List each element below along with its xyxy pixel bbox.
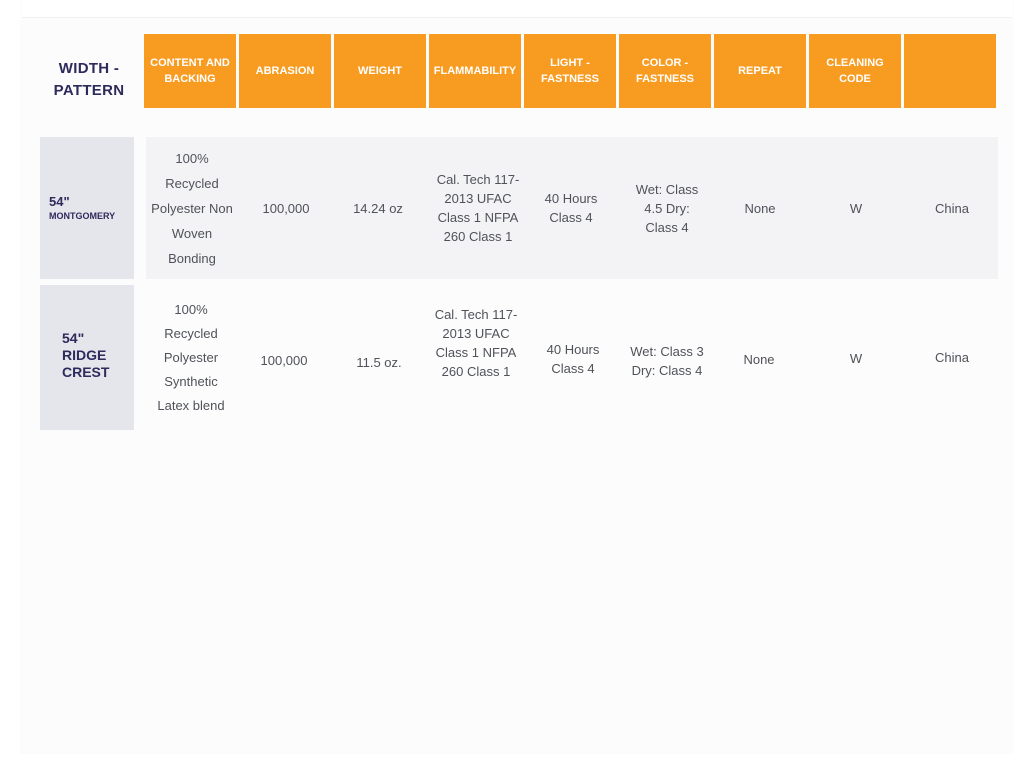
cell-text: 40 Hours Class 4	[546, 342, 600, 376]
cell-cleaning-code: W	[849, 350, 863, 366]
cell-abrasion: 100,000	[260, 352, 308, 368]
cell-repeat: None	[744, 200, 776, 216]
top-bar	[22, 0, 1012, 18]
cell-weight: 11.5 oz.	[356, 355, 402, 370]
cell-flammability	[430, 285, 522, 401]
cell-origin: China	[935, 349, 969, 365]
row-name-cell	[40, 285, 134, 430]
cell-repeat: None	[743, 351, 775, 367]
row-pattern: RIDGE CREST	[62, 347, 110, 380]
cell-colorfastness	[622, 137, 712, 279]
row-width: 54"	[62, 330, 85, 346]
cell-text: 40 Hours Class 4	[544, 191, 598, 225]
cell-abrasion: 100,000	[262, 200, 310, 216]
cell-lightfastness	[528, 285, 618, 433]
col-header-flammability: FLAMMABILITY	[429, 34, 521, 108]
row-header-label: WIDTH -PATTERN	[53, 60, 125, 99]
cell-cleaning-code: W	[849, 200, 863, 216]
cell-text: Cal. Tech 117-2013 UFAC Class 1 NFPA 260 Class 1	[436, 172, 520, 244]
cell-weight: 14.24 oz	[353, 200, 403, 216]
row-width: 54"	[49, 194, 70, 209]
col-header-colorfastness: COLOR -FASTNESS	[619, 34, 711, 108]
cell-colorfastness	[622, 285, 712, 437]
cell-text: Wet: Class 3 Dry: Class 4	[630, 344, 704, 378]
cell-content	[146, 285, 236, 430]
col-header-repeat: REPEAT	[714, 34, 806, 108]
col-header-origin	[904, 34, 996, 108]
cell-text: 100% Recycled Polyester Non Woven Bonding	[151, 150, 233, 266]
row-pattern: MONTGOMERY	[49, 211, 116, 221]
cell-lightfastness	[526, 137, 616, 279]
row-name-cell	[40, 137, 134, 279]
col-header-weight: WEIGHT	[334, 34, 426, 108]
cell-content	[146, 137, 238, 279]
cell-origin: China	[935, 200, 969, 216]
cell-text: Cal. Tech 117-2013 UFAC Class 1 NFPA 260 Class 1	[434, 307, 518, 379]
cell-text: Wet: Class 4.5 Dry: Class 4	[635, 181, 699, 235]
col-header-lightfastness: LIGHT - FASTNESS	[524, 34, 616, 108]
cell-text: 100% Recycled Polyester Synthetic Latex blend	[157, 301, 225, 413]
col-header-cleaning-code: CLEANING CODE	[809, 34, 901, 108]
cell-flammability	[432, 137, 524, 279]
col-header-abrasion: ABRASION	[239, 34, 331, 108]
col-header-content: CONTENT AND BACKING	[144, 34, 236, 108]
